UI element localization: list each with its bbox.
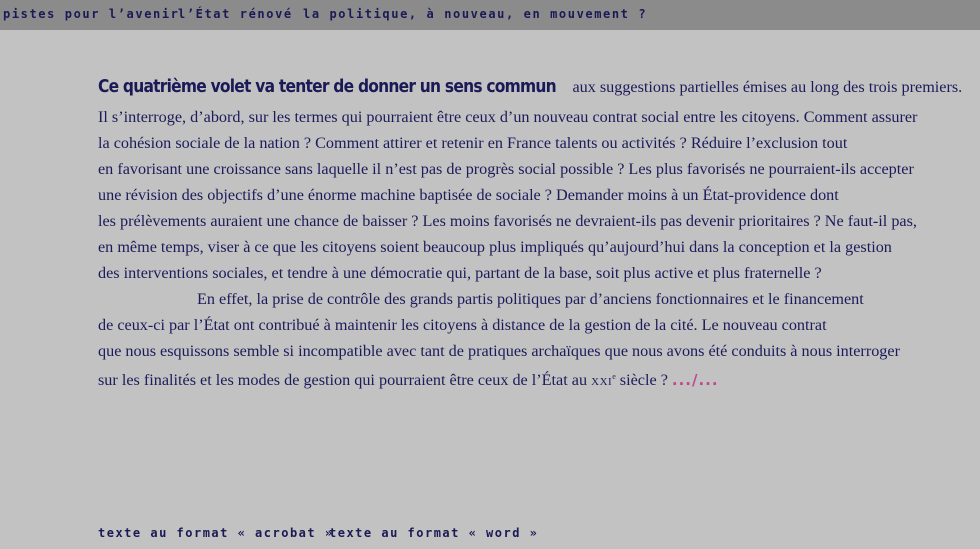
article-line: que nous esquissons semble si incompatible avec tant de pratiques archaïques que nous avons été conduits à nous interroger <box>98 342 900 360</box>
download-acrobat-link[interactable]: texte au format « acrobat » <box>98 526 334 540</box>
article-line-indented: En effet, la prise de contrôle des grands partis politiques par d’anciens fonctionnaires et le financement <box>197 290 864 308</box>
article-line: de ceux-ci par l’État ont contribué à maintenir les citoyens à distance de la gestion de la cité. Le nouveau contrat <box>98 316 827 334</box>
download-word-link[interactable]: texte au format « word » <box>329 526 539 540</box>
article-line-last <box>98 367 719 392</box>
article-line-text: aux suggestions partielles émises au long des trois premiers. <box>568 78 963 96</box>
century-numeral: XXI <box>591 376 613 388</box>
nav-link-etat-renove[interactable]: l’État rénové <box>178 7 293 21</box>
read-more-link[interactable]: .../... <box>671 371 719 389</box>
article-line: en même temps, viser à ce que les citoyens soient beaucoup plus impliqués qu’aujourd’hui dans la conception et la gestion <box>98 238 892 256</box>
article-lead: Ce quatrième volet va tenter de donner un sens commun <box>98 76 556 97</box>
article-line-tail: siècle ? <box>615 371 668 389</box>
nav-link-politique-mouvement[interactable]: la politique, à nouveau, en mouvement ? <box>303 7 648 21</box>
article-line <box>98 77 962 97</box>
top-nav-bar <box>0 0 980 30</box>
nav-link-pistes-avenir[interactable]: pistes pour l’avenir <box>3 7 180 21</box>
article-line: les prélèvements auraient une chance de baisser ? Les moins favorisés ne devraient-ils pas devenir prioritaires ? Ne faut-il pas, <box>98 212 917 230</box>
century-superscript: e <box>612 372 616 381</box>
article-line: Il s’interroge, d’abord, sur les termes qui pourraient être ceux d’un nouveau contrat social entre les citoyens. Comment assurer <box>98 108 918 126</box>
article-line: des interventions sociales, et tendre à une démocratie qui, partant de la base, soit plus active et plus fraternelle ? <box>98 264 822 282</box>
article-line: la cohésion sociale de la nation ? Comment attirer et retenir en France talents ou activités ? Réduire l’exclusion tout <box>98 134 848 152</box>
article-line-text: sur les finalités et les modes de gestion qui pourraient être ceux de l’État au <box>98 371 592 389</box>
article-line: une révision des objectifs d’une énorme machine baptisée de sociale ? Demander moins à un État-providence dont <box>98 186 839 204</box>
article-line: en favorisant une croissance sans laquelle il n’est pas de progrès social possible ? Les plus favorisés ne pourraient-ils accepter <box>98 160 914 178</box>
